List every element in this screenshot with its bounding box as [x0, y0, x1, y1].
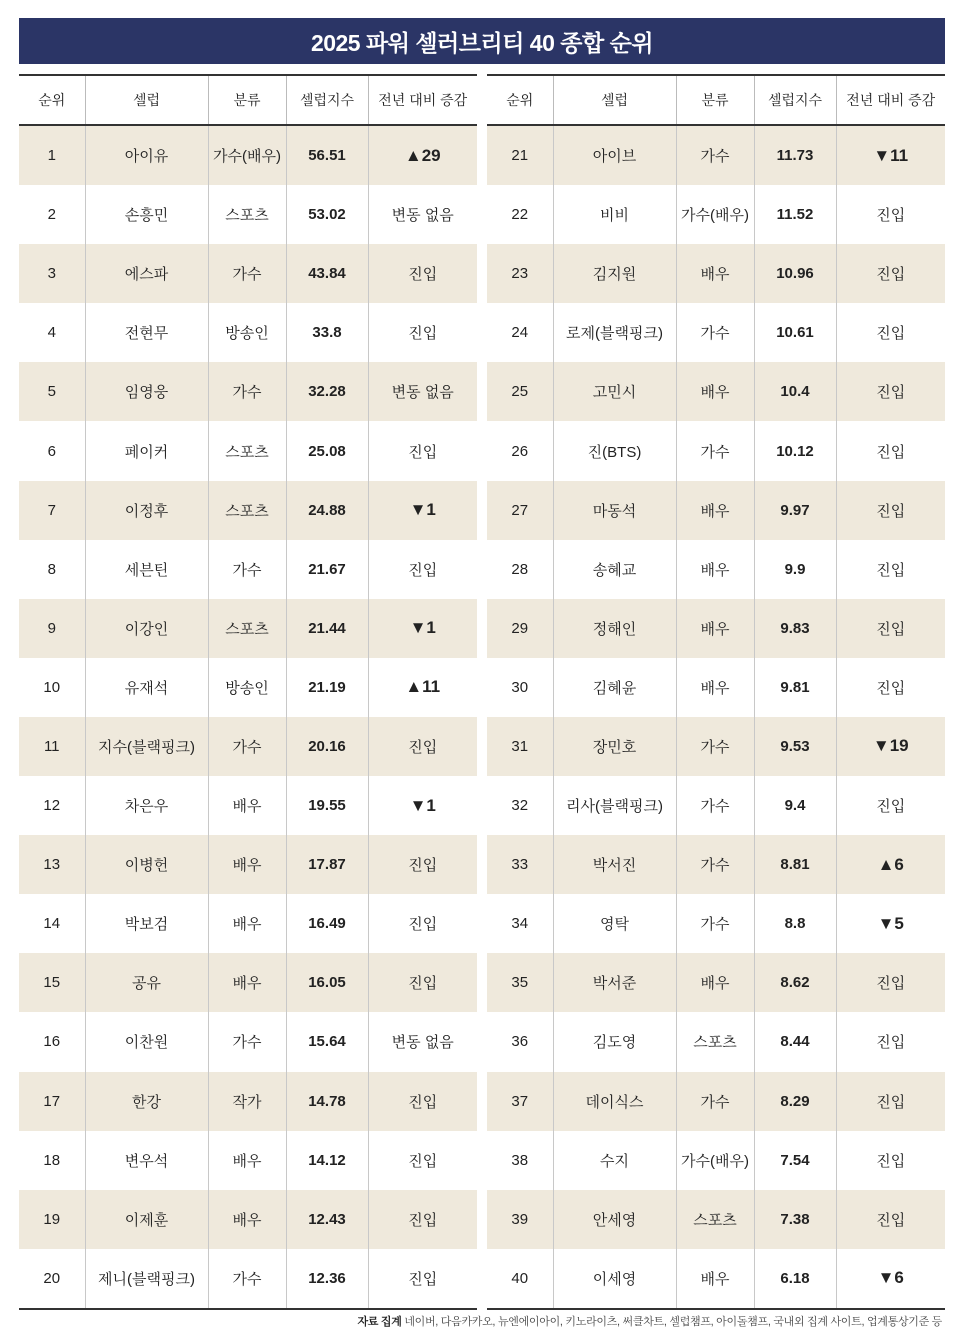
change-cell: 진입	[836, 421, 945, 480]
celeb-name-cell: 이병헌	[85, 835, 208, 894]
celeb-index-cell: 8.8	[754, 894, 836, 953]
category-cell: 가수	[208, 1012, 286, 1071]
change-cell: ▼5	[836, 894, 945, 953]
change-cell: ▲11	[368, 658, 477, 717]
celeb-index-cell: 12.43	[286, 1190, 368, 1249]
celeb-name-cell: 임영웅	[85, 362, 208, 421]
rank-cell: 3	[19, 244, 85, 303]
change-cell: 진입	[836, 362, 945, 421]
celeb-index-cell: 24.88	[286, 481, 368, 540]
header-category: 분류	[208, 75, 286, 125]
celeb-name-cell: 유재석	[85, 658, 208, 717]
header-index: 셀럽지수	[754, 75, 836, 125]
table-row	[487, 244, 945, 303]
change-cell: 진입	[836, 540, 945, 599]
rank-cell: 22	[487, 185, 553, 244]
table-row	[487, 185, 945, 244]
table-row	[487, 303, 945, 362]
celeb-index-cell: 25.08	[286, 421, 368, 480]
change-cell: 진입	[368, 835, 477, 894]
rank-cell: 38	[487, 1131, 553, 1190]
source-note	[357, 1313, 942, 1329]
rank-cell: 20	[19, 1249, 85, 1309]
change-cell: 진입	[836, 599, 945, 658]
celeb-name-cell: 김혜윤	[553, 658, 676, 717]
rank-cell: 30	[487, 658, 553, 717]
category-cell: 배우	[208, 1190, 286, 1249]
rank-cell: 18	[19, 1131, 85, 1190]
category-cell: 배우	[208, 776, 286, 835]
celeb-name-cell: 영탁	[553, 894, 676, 953]
change-cell: 진입	[836, 1190, 945, 1249]
ranking-table-right	[487, 74, 945, 1310]
celeb-name-cell: 이제훈	[85, 1190, 208, 1249]
change-cell: 진입	[368, 244, 477, 303]
change-cell: 변동 없음	[368, 185, 477, 244]
change-cell: 진입	[836, 185, 945, 244]
table-row	[487, 599, 945, 658]
change-cell: 진입	[368, 717, 477, 776]
table-row	[487, 540, 945, 599]
category-cell: 가수(배우)	[208, 125, 286, 185]
category-cell: 배우	[676, 953, 754, 1012]
ranking-table-left	[19, 74, 477, 1310]
celeb-index-cell: 8.29	[754, 1072, 836, 1131]
table-row	[19, 303, 477, 362]
celeb-name-cell: 리사(블랙핑크)	[553, 776, 676, 835]
category-cell: 가수	[676, 1072, 754, 1131]
rank-cell: 21	[487, 125, 553, 185]
celeb-index-cell: 9.4	[754, 776, 836, 835]
category-cell: 가수	[208, 1249, 286, 1309]
table-row	[487, 894, 945, 953]
change-cell: 진입	[368, 540, 477, 599]
celeb-name-cell: 아이브	[553, 125, 676, 185]
change-cell: 진입	[368, 953, 477, 1012]
celeb-index-cell: 16.05	[286, 953, 368, 1012]
celeb-index-cell: 7.38	[754, 1190, 836, 1249]
table-row	[487, 717, 945, 776]
change-cell: 진입	[836, 776, 945, 835]
change-cell: ▼1	[368, 776, 477, 835]
category-cell: 가수	[676, 835, 754, 894]
table-row	[19, 1012, 477, 1071]
rank-cell: 4	[19, 303, 85, 362]
category-cell: 가수	[676, 125, 754, 185]
table-row	[487, 421, 945, 480]
celeb-index-cell: 12.36	[286, 1249, 368, 1309]
table-row	[19, 244, 477, 303]
category-cell: 스포츠	[208, 421, 286, 480]
rank-cell: 31	[487, 717, 553, 776]
rank-cell: 13	[19, 835, 85, 894]
table-row	[19, 894, 477, 953]
source-label: 자료 집계	[357, 1316, 402, 1328]
table-header-row	[19, 75, 477, 125]
category-cell: 배우	[208, 953, 286, 1012]
category-cell: 가수	[208, 540, 286, 599]
category-cell: 스포츠	[676, 1190, 754, 1249]
rank-cell: 26	[487, 421, 553, 480]
celeb-name-cell: 지수(블랙핑크)	[85, 717, 208, 776]
change-cell: ▼1	[368, 481, 477, 540]
table-row	[487, 362, 945, 421]
celeb-name-cell: 고민시	[553, 362, 676, 421]
rank-cell: 25	[487, 362, 553, 421]
table-row	[487, 481, 945, 540]
celeb-index-cell: 56.51	[286, 125, 368, 185]
celeb-index-cell: 21.19	[286, 658, 368, 717]
change-cell: 진입	[836, 1131, 945, 1190]
change-cell: 진입	[836, 481, 945, 540]
category-cell: 스포츠	[208, 185, 286, 244]
rank-cell: 40	[487, 1249, 553, 1309]
table-row	[487, 1012, 945, 1071]
rank-cell: 10	[19, 658, 85, 717]
change-cell: ▲29	[368, 125, 477, 185]
category-cell: 가수	[676, 421, 754, 480]
change-cell: 진입	[836, 1072, 945, 1131]
celeb-name-cell: 안세영	[553, 1190, 676, 1249]
table-row	[19, 481, 477, 540]
celeb-index-cell: 9.53	[754, 717, 836, 776]
table-row	[19, 540, 477, 599]
celeb-name-cell: 변우석	[85, 1131, 208, 1190]
celeb-index-cell: 17.87	[286, 835, 368, 894]
celeb-index-cell: 15.64	[286, 1012, 368, 1071]
category-cell: 배우	[676, 599, 754, 658]
celeb-index-cell: 7.54	[754, 1131, 836, 1190]
rank-cell: 7	[19, 481, 85, 540]
category-cell: 배우	[208, 835, 286, 894]
table-row	[487, 1131, 945, 1190]
category-cell: 가수(배우)	[676, 185, 754, 244]
table-row	[19, 953, 477, 1012]
source-text: 네이버, 다음카카오, 뉴엔에이아이, 키노라이츠, 써클차트, 셀럽챔프, 아이돌챔프, 국내외 집계 사이트, 업계통상기준 등	[404, 1316, 942, 1328]
celeb-name-cell: 송혜교	[553, 540, 676, 599]
rank-cell: 37	[487, 1072, 553, 1131]
rank-cell: 24	[487, 303, 553, 362]
celeb-name-cell: 이찬원	[85, 1012, 208, 1071]
table-row	[19, 599, 477, 658]
celeb-index-cell: 14.78	[286, 1072, 368, 1131]
table-row	[487, 953, 945, 1012]
category-cell: 가수	[208, 362, 286, 421]
table-row	[487, 125, 945, 185]
table-row	[19, 1072, 477, 1131]
table-header-row	[487, 75, 945, 125]
category-cell: 스포츠	[208, 599, 286, 658]
rank-cell: 33	[487, 835, 553, 894]
change-cell: 진입	[368, 421, 477, 480]
celeb-index-cell: 11.52	[754, 185, 836, 244]
celeb-index-cell: 9.81	[754, 658, 836, 717]
celeb-index-cell: 16.49	[286, 894, 368, 953]
header-change: 전년 대비 증감	[836, 75, 945, 125]
change-cell: 진입	[368, 1249, 477, 1309]
table-row	[19, 658, 477, 717]
celeb-name-cell: 제니(블랙핑크)	[85, 1249, 208, 1309]
change-cell: ▼11	[836, 125, 945, 185]
change-cell: 진입	[368, 894, 477, 953]
rank-cell: 32	[487, 776, 553, 835]
category-cell: 배우	[676, 1249, 754, 1309]
change-cell: ▼6	[836, 1249, 945, 1309]
ranking-tables	[19, 74, 945, 1304]
change-cell: 진입	[368, 1131, 477, 1190]
category-cell: 작가	[208, 1072, 286, 1131]
category-cell: 가수	[208, 244, 286, 303]
celeb-index-cell: 43.84	[286, 244, 368, 303]
celeb-index-cell: 8.81	[754, 835, 836, 894]
category-cell: 배우	[676, 362, 754, 421]
celeb-name-cell: 장민호	[553, 717, 676, 776]
celeb-name-cell: 차은우	[85, 776, 208, 835]
change-cell: ▼19	[836, 717, 945, 776]
celeb-name-cell: 마동석	[553, 481, 676, 540]
table-row	[487, 1072, 945, 1131]
rank-cell: 29	[487, 599, 553, 658]
table-row	[487, 776, 945, 835]
celeb-name-cell: 로제(블랙핑크)	[553, 303, 676, 362]
category-cell: 배우	[676, 540, 754, 599]
rank-cell: 15	[19, 953, 85, 1012]
header-celeb: 셀럽	[553, 75, 676, 125]
rank-cell: 39	[487, 1190, 553, 1249]
celeb-name-cell: 전현무	[85, 303, 208, 362]
celeb-index-cell: 6.18	[754, 1249, 836, 1309]
celeb-name-cell: 에스파	[85, 244, 208, 303]
table-row	[19, 362, 477, 421]
celeb-index-cell: 19.55	[286, 776, 368, 835]
rank-cell: 1	[19, 125, 85, 185]
change-cell: 진입	[836, 1012, 945, 1071]
celeb-index-cell: 32.28	[286, 362, 368, 421]
rank-cell: 27	[487, 481, 553, 540]
celeb-name-cell: 이정후	[85, 481, 208, 540]
category-cell: 가수	[676, 303, 754, 362]
celeb-index-cell: 9.97	[754, 481, 836, 540]
category-cell: 배우	[208, 894, 286, 953]
rank-cell: 34	[487, 894, 553, 953]
celeb-name-cell: 박보검	[85, 894, 208, 953]
celeb-name-cell: 손흥민	[85, 185, 208, 244]
category-cell: 가수	[208, 717, 286, 776]
rank-cell: 35	[487, 953, 553, 1012]
celeb-index-cell: 9.9	[754, 540, 836, 599]
celeb-index-cell: 11.73	[754, 125, 836, 185]
category-cell: 가수	[676, 776, 754, 835]
rank-cell: 12	[19, 776, 85, 835]
category-cell: 가수(배우)	[676, 1131, 754, 1190]
celeb-index-cell: 53.02	[286, 185, 368, 244]
table-row	[487, 835, 945, 894]
table-row	[19, 125, 477, 185]
celeb-name-cell: 이세영	[553, 1249, 676, 1309]
celeb-name-cell: 김지원	[553, 244, 676, 303]
table-row	[19, 1131, 477, 1190]
celeb-name-cell: 페이커	[85, 421, 208, 480]
table-row	[19, 717, 477, 776]
celeb-name-cell: 수지	[553, 1131, 676, 1190]
celeb-name-cell: 공유	[85, 953, 208, 1012]
header-rank: 순위	[487, 75, 553, 125]
header-celeb: 셀럽	[85, 75, 208, 125]
celeb-name-cell: 정해인	[553, 599, 676, 658]
change-cell: 진입	[836, 303, 945, 362]
rank-cell: 5	[19, 362, 85, 421]
change-cell: 진입	[836, 244, 945, 303]
celeb-index-cell: 8.62	[754, 953, 836, 1012]
category-cell: 방송인	[208, 303, 286, 362]
celeb-name-cell: 비비	[553, 185, 676, 244]
change-cell: 진입	[368, 1072, 477, 1131]
celeb-index-cell: 21.44	[286, 599, 368, 658]
celeb-name-cell: 세븐틴	[85, 540, 208, 599]
rank-cell: 11	[19, 717, 85, 776]
category-cell: 배우	[208, 1131, 286, 1190]
celeb-name-cell: 박서준	[553, 953, 676, 1012]
rank-cell: 2	[19, 185, 85, 244]
rank-cell: 9	[19, 599, 85, 658]
category-cell: 배우	[676, 481, 754, 540]
category-cell: 방송인	[208, 658, 286, 717]
header-rank: 순위	[19, 75, 85, 125]
celeb-index-cell: 33.8	[286, 303, 368, 362]
celeb-name-cell: 김도영	[553, 1012, 676, 1071]
celeb-name-cell: 데이식스	[553, 1072, 676, 1131]
rank-cell: 8	[19, 540, 85, 599]
celeb-index-cell: 10.61	[754, 303, 836, 362]
celeb-index-cell: 10.12	[754, 421, 836, 480]
celeb-name-cell: 박서진	[553, 835, 676, 894]
table-row	[487, 1190, 945, 1249]
change-cell: ▲6	[836, 835, 945, 894]
rank-cell: 23	[487, 244, 553, 303]
category-cell: 배우	[676, 244, 754, 303]
celeb-index-cell: 20.16	[286, 717, 368, 776]
category-cell: 가수	[676, 717, 754, 776]
rank-cell: 19	[19, 1190, 85, 1249]
celeb-index-cell: 8.44	[754, 1012, 836, 1071]
celeb-name-cell: 진(BTS)	[553, 421, 676, 480]
category-cell: 스포츠	[676, 1012, 754, 1071]
category-cell: 배우	[676, 658, 754, 717]
rank-cell: 16	[19, 1012, 85, 1071]
change-cell: 진입	[368, 1190, 477, 1249]
change-cell: 변동 없음	[368, 1012, 477, 1071]
celeb-name-cell: 아이유	[85, 125, 208, 185]
table-row	[19, 1249, 477, 1309]
table-row	[19, 1190, 477, 1249]
celeb-name-cell: 이강인	[85, 599, 208, 658]
celeb-index-cell: 10.96	[754, 244, 836, 303]
change-cell: 진입	[368, 303, 477, 362]
change-cell: 진입	[836, 953, 945, 1012]
page-title: 2025 파워 셀러브리티 40 종합 순위	[19, 18, 945, 64]
category-cell: 스포츠	[208, 481, 286, 540]
table-row	[19, 835, 477, 894]
celeb-index-cell: 21.67	[286, 540, 368, 599]
table-row	[487, 1249, 945, 1309]
header-category: 분류	[676, 75, 754, 125]
table-row	[19, 421, 477, 480]
celeb-index-cell: 9.83	[754, 599, 836, 658]
header-index: 셀럽지수	[286, 75, 368, 125]
change-cell: ▼1	[368, 599, 477, 658]
category-cell: 가수	[676, 894, 754, 953]
celeb-name-cell: 한강	[85, 1072, 208, 1131]
rank-cell: 28	[487, 540, 553, 599]
table-row	[19, 185, 477, 244]
header-change: 전년 대비 증감	[368, 75, 477, 125]
celeb-index-cell: 14.12	[286, 1131, 368, 1190]
change-cell: 진입	[836, 658, 945, 717]
rank-cell: 17	[19, 1072, 85, 1131]
rank-cell: 14	[19, 894, 85, 953]
rank-cell: 6	[19, 421, 85, 480]
celeb-index-cell: 10.4	[754, 362, 836, 421]
table-row	[19, 776, 477, 835]
rank-cell: 36	[487, 1012, 553, 1071]
change-cell: 변동 없음	[368, 362, 477, 421]
table-row	[487, 658, 945, 717]
